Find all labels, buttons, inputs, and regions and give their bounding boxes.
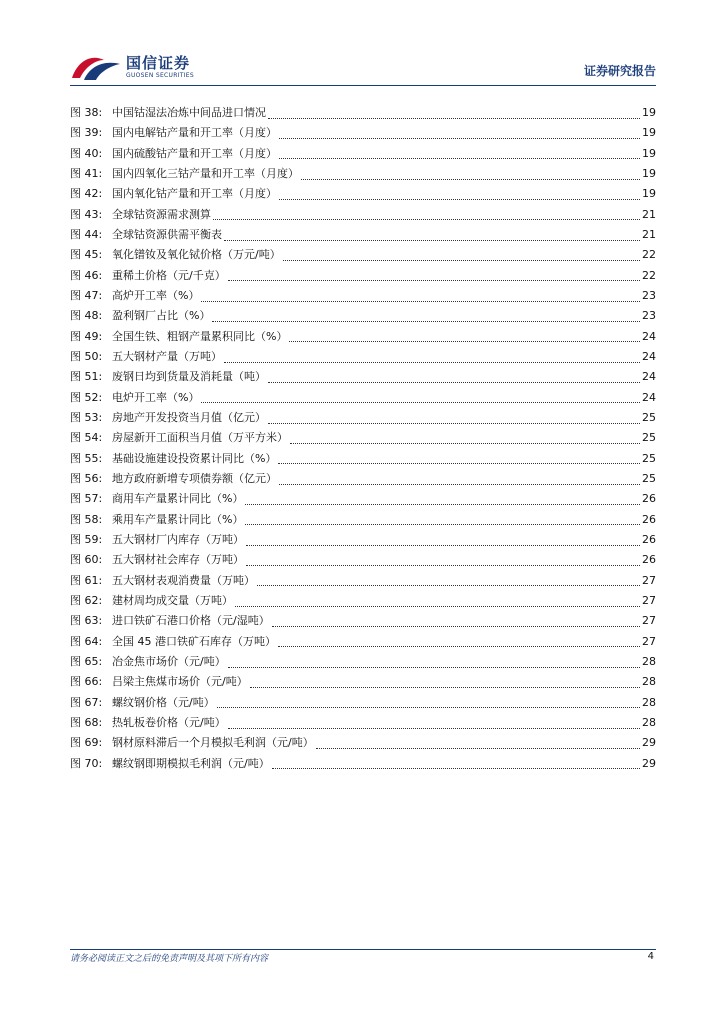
logo-english-name: GUOSEN SECURITIES [126,72,195,79]
dot-leader [250,687,640,688]
figure-title: 吕梁主焦煤市场价（元/吨） [112,675,248,689]
dot-leader [272,768,640,769]
figure-number: 图 59: [70,532,103,546]
figure-page-number: 27 [642,593,656,607]
dot-leader [278,463,640,464]
figure-page-number: 26 [642,492,656,506]
dot-leader [217,707,640,708]
figure-title: 进口铁矿石港口价格（元/湿吨） [112,614,270,628]
dot-leader [316,748,640,749]
figure-number: 图 52: [70,390,103,404]
figure-page-number: 19 [642,106,656,119]
figure-title: 废钢日均到货量及消耗量（吨） [112,370,266,384]
figure-title: 国内硫酸钴产量和开工率（月度） [112,146,277,160]
figure-page-number: 27 [642,573,656,587]
figure-title: 盈利钢厂占比（%） [112,309,211,323]
figure-title: 高炉开工率（%） [112,288,200,302]
dot-leader [228,728,640,729]
figure-number: 图 54: [70,431,103,445]
figure-page-number: 21 [642,207,656,221]
figure-number: 图 45: [70,248,103,262]
dot-leader [283,260,640,261]
dot-leader [228,280,640,281]
figure-number: 图 48: [70,309,103,323]
figure-title: 螺纹钢价格（元/吨） [112,695,215,709]
figure-title: 乘用车产量累计同比（%） [112,512,244,526]
figure-number: 图 46: [70,268,103,282]
dot-leader [235,606,640,607]
dot-leader [279,158,640,159]
toc-entry[interactable] [70,144,656,164]
toc-entry[interactable] [70,347,656,367]
figure-title: 五大钢材社会库存（万吨） [112,553,244,567]
figure-page-number: 26 [642,532,656,546]
dot-leader [289,341,640,342]
toc-entry[interactable] [70,652,656,672]
toc-entry[interactable] [70,123,656,143]
toc-entry[interactable] [70,571,656,591]
figure-page-number: 28 [642,654,656,668]
figure-title: 重稀土价格（元/千克） [112,268,226,282]
report-type-label: 证券研究报告 [583,64,656,78]
figure-title: 国内氧化钴产量和开工率（月度） [112,187,277,201]
figure-page-number: 28 [642,695,656,709]
dot-leader [279,138,640,139]
figure-title: 五大钢材表观消费量（万吨） [112,573,255,587]
footer-divider [70,949,656,950]
figure-page-number: 26 [642,553,656,567]
figure-title: 国内四氧化三钴产量和开工率（月度） [112,166,299,180]
figure-number: 图 49: [70,329,103,343]
figure-page-number: 22 [642,248,656,262]
figure-title: 螺纹钢即期模拟毛利润（元/吨） [112,756,270,770]
logo-chinese-name: 国信证券 [126,54,191,72]
dot-leader [272,626,640,627]
figure-title: 建材周均成交量（万吨） [112,593,233,607]
figure-number: 图 39: [70,126,103,140]
figure-title: 房地产开发投资当月值（亿元） [112,410,266,424]
figure-title: 五大钢材厂内库存（万吨） [112,532,244,546]
toc-entry[interactable] [70,489,656,509]
figure-number: 图 67: [70,695,103,709]
figure-number: 图 44: [70,227,103,241]
figure-title: 钢材原料滞后一个月模拟毛利润（元/吨） [112,736,314,750]
figure-page-number: 24 [642,329,656,343]
figure-number: 图 56: [70,471,103,485]
guosen-logo-icon [70,52,122,82]
dot-leader [201,301,640,302]
figure-page-number: 29 [642,736,656,750]
guosen-logo [70,50,210,84]
figure-number: 图 42: [70,187,103,201]
figure-title: 国内电解钴产量和开工率（月度） [112,126,277,140]
figure-number: 图 51: [70,370,103,384]
figure-page-number: 27 [642,614,656,628]
figure-number: 图 70: [70,756,103,770]
figure-title: 电炉开工率（%） [112,390,200,404]
figure-number: 图 53: [70,410,103,424]
figure-number: 图 61: [70,573,103,587]
figure-page-number: 22 [642,268,656,282]
figure-page-number: 24 [642,370,656,384]
toc-entry[interactable] [70,388,656,408]
dot-leader [268,118,640,119]
dot-leader [201,402,640,403]
toc-entry[interactable] [70,510,656,530]
figure-number: 图 69: [70,736,103,750]
figure-title: 全球钴资源供需平衡表 [112,227,222,241]
figure-title: 全国 45 港口铁矿石库存（万吨） [112,634,276,648]
toc-entry[interactable] [70,205,656,225]
toc-entry[interactable] [70,184,656,204]
figure-page-number: 19 [642,187,656,201]
figure-page-number: 25 [642,471,656,485]
figure-page-number: 19 [642,166,656,180]
figure-page-number: 27 [642,634,656,648]
figure-number: 图 43: [70,207,103,221]
dot-leader [213,219,640,220]
page-header [70,50,656,86]
figure-title: 房屋新开工面积当月值（万平方米） [112,431,288,445]
dot-leader [246,565,640,566]
toc-entry[interactable] [70,367,656,387]
toc-entry[interactable] [70,225,656,245]
figure-page-number: 28 [642,675,656,689]
toc-entry[interactable] [70,408,656,428]
dot-leader [245,504,640,505]
dot-leader [257,585,640,586]
figure-title: 商用车产量累计同比（%） [112,492,244,506]
toc-entry[interactable] [70,327,656,347]
toc-entry[interactable] [70,286,656,306]
figure-title: 全国生铁、粗钢产量累积同比（%） [112,329,288,343]
figure-number: 图 60: [70,553,103,567]
figure-title: 冶金焦市场价（元/吨） [112,654,226,668]
toc-entry[interactable] [70,469,656,489]
figure-page-number: 23 [642,309,656,323]
toc-entry[interactable] [70,550,656,570]
toc-entry[interactable] [70,591,656,611]
dot-leader [290,443,640,444]
toc-entry[interactable] [70,632,656,652]
figure-number: 图 38: [70,106,103,119]
toc-entry[interactable] [70,266,656,286]
figure-number: 图 63: [70,614,103,628]
dot-leader [246,545,640,546]
dot-leader [279,484,640,485]
toc-entry[interactable] [70,733,656,753]
dot-leader [212,321,640,322]
dot-leader [278,646,640,647]
toc-entry[interactable] [70,672,656,692]
figure-number: 图 66: [70,675,103,689]
toc-entry[interactable] [70,530,656,550]
figure-title: 热轧板卷价格（元/吨） [112,715,226,729]
figure-number: 图 50: [70,349,103,363]
dot-leader [224,240,640,241]
dot-leader [268,423,640,424]
figure-number: 图 64: [70,634,103,648]
dot-leader [224,362,640,363]
figure-page-number: 23 [642,288,656,302]
toc-entry[interactable] [70,428,656,448]
figure-number: 图 57: [70,492,103,506]
toc-entry[interactable] [70,306,656,326]
figure-number: 图 68: [70,715,103,729]
dot-leader [268,382,640,383]
toc-entry[interactable] [70,449,656,469]
figure-title: 五大钢材产量（万吨） [112,349,222,363]
figure-title: 中国钴湿法冶炼中间品进口情况 [112,106,266,119]
figure-title: 全球钴资源需求测算 [112,207,211,221]
figure-page-number: 28 [642,715,656,729]
figure-page-number: 26 [642,512,656,526]
figure-number: 图 58: [70,512,103,526]
figure-page-number: 19 [642,126,656,140]
figure-number: 图 62: [70,593,103,607]
figure-page-number: 24 [642,349,656,363]
dot-leader [301,179,640,180]
page-number: 4 [647,951,654,962]
dot-leader [245,524,640,525]
figure-page-number: 24 [642,390,656,404]
dot-leader [279,199,640,200]
figure-page-number: 25 [642,410,656,424]
figure-number: 图 40: [70,146,103,160]
figure-title: 基础设施建设投资累计同比（%） [112,451,277,465]
figure-page-number: 19 [642,146,656,160]
figure-page-number: 25 [642,451,656,465]
toc-entry[interactable] [70,611,656,631]
dot-leader [228,667,640,668]
toc-entry[interactable] [70,245,656,265]
toc-entry[interactable] [70,164,656,184]
figure-title: 地方政府新增专项债券额（亿元） [112,471,277,485]
figure-page-number: 21 [642,227,656,241]
toc-entry[interactable] [70,693,656,713]
figure-page-number: 29 [642,756,656,770]
toc-entry[interactable] [70,713,656,733]
disclaimer-note: 请务必阅读正文之后的免责声明及其项下所有内容 [70,954,269,964]
figure-number: 图 41: [70,166,103,180]
figure-number: 图 47: [70,288,103,302]
figure-number: 图 65: [70,654,103,668]
figure-number: 图 55: [70,451,103,465]
figure-table-of-contents [70,103,656,774]
figure-title: 氧化镨钕及氧化铽价格（万元/吨） [112,248,281,262]
figure-page-number: 25 [642,431,656,445]
header-divider [70,85,656,86]
toc-entry[interactable] [70,103,656,123]
toc-entry[interactable] [70,754,656,774]
